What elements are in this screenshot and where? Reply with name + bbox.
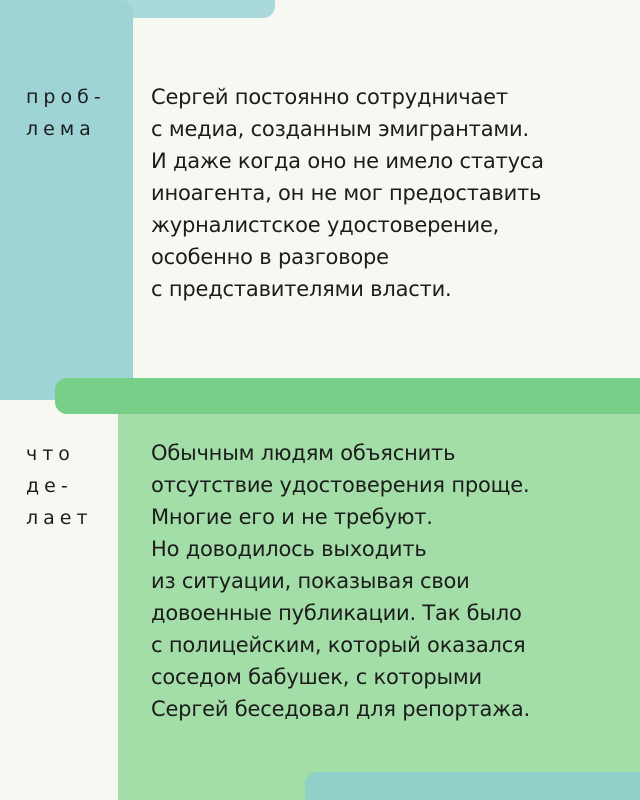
text-line: особенно в разговоре — [151, 245, 389, 269]
text-line: из ситуации, показывая свои — [151, 569, 470, 593]
decor-green-strip — [55, 378, 640, 414]
text-line: с медиа, созданным эмигрантами. — [151, 117, 529, 141]
label-line: проб- — [26, 86, 106, 108]
text-line: журналистское удостоверение, — [151, 213, 500, 237]
label-line: де- — [26, 475, 73, 497]
text-line: соседом бабушек, с которыми — [151, 665, 482, 689]
label-line: что — [26, 443, 75, 465]
text-line: Многие его и не требуют. — [151, 505, 433, 529]
text-line: с представителями власти. — [151, 277, 452, 301]
text-line: с полицейским, который оказался — [151, 633, 526, 657]
text-line: Сергей беседовал для репортажа. — [151, 697, 531, 721]
decor-teal-bar-bottom — [305, 772, 640, 800]
text-line: Сергей постоянно сотрудничает — [151, 85, 508, 109]
label-line: лает — [26, 507, 93, 529]
text-line: довоенные публикации. Так было — [151, 601, 522, 625]
text-line: иноагента, он не мог предоставить — [151, 181, 542, 205]
text-line: И даже когда оно не имело статуса — [151, 149, 544, 173]
text-line: отсутствие удостоверения проще. — [151, 473, 530, 497]
section-text-problem — [151, 81, 544, 305]
section-label-problem — [26, 81, 106, 145]
decor-teal-column — [0, 0, 133, 400]
label-line: лема — [26, 118, 96, 140]
section-text-action — [151, 437, 530, 725]
text-line: Но доводилось выходить — [151, 537, 427, 561]
section-label-action — [26, 438, 93, 534]
text-line: Обычным людям объяснить — [151, 441, 456, 465]
